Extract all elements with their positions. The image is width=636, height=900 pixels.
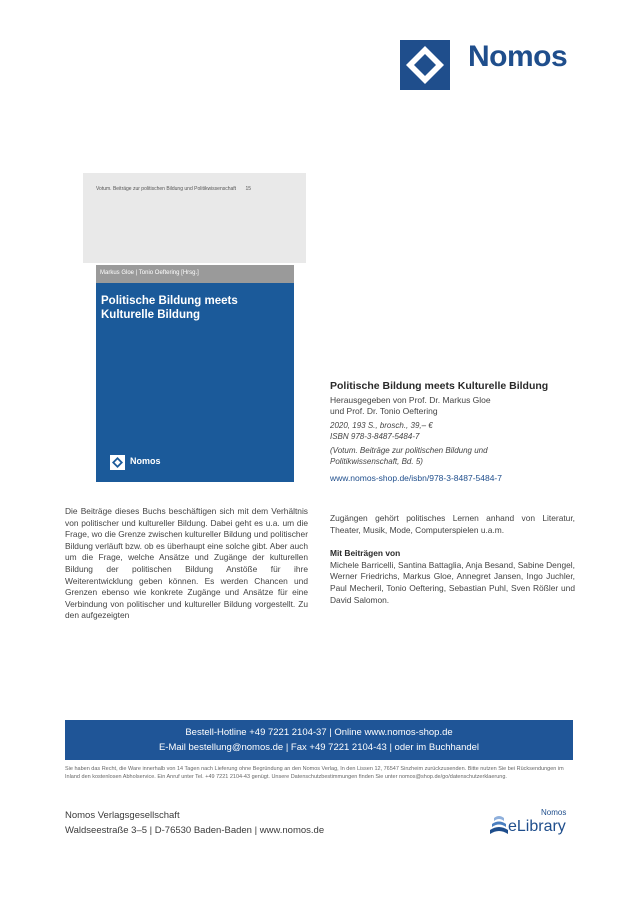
book-series-line2: Politikwissenschaft, Bd. 5) bbox=[330, 457, 423, 466]
book-title: Politische Bildung meets Kulturelle Bildung bbox=[330, 380, 549, 392]
description-right-column bbox=[330, 513, 575, 606]
cover-title bbox=[101, 294, 281, 322]
elibrary-label: eLibrary bbox=[508, 818, 566, 835]
elibrary-logo-icon bbox=[488, 810, 510, 836]
header-logo-text: Nomos bbox=[468, 40, 568, 73]
cover-title-line2: Kulturelle Bildung bbox=[101, 309, 201, 321]
nomos-logo-icon bbox=[400, 40, 450, 90]
cover-series bbox=[96, 186, 300, 192]
order-contact: E-Mail bestellung@nomos.de | Fax +49 7221 2104-43 | oder im Buchhandel bbox=[158, 742, 480, 753]
cover-series-number: 15 bbox=[245, 186, 252, 192]
cover-series-name: Votum. Beiträge zur politischen Bildung und Politikwissenschaft bbox=[96, 186, 237, 192]
description-left-column: Die Beiträge dieses Buchs beschäftigen sich mit dem Verhältnis von politischer und kultureller Bildung. Dabei geht es u.a. um die Frage, wo die Grenze zwischen kultureller Bildung und politischer Bildung verläuft bzw. ob es überhaupt eine solche gibt. Aber auch um die Frage, welche Ansätze und Zugänge der kulturellen Bildung der politischen Bildung Anstöße für ihre Weiterentwicklung geben können. Es werden Chancen und Grenzen ebenso wie konkrete Zugänge und Ansätze für eine Verbindung von politischer und kultureller Bildung vorgestellt. Zu den aufgezeigten bbox=[65, 506, 308, 621]
book-shop-link[interactable]: www.nomos-shop.de/isbn/978-3-8487-5484-7 bbox=[330, 473, 502, 483]
contributors-heading: Mit Beiträgen von bbox=[330, 548, 401, 559]
book-isbn: ISBN 978-3-8487-5484-7 bbox=[330, 432, 420, 441]
order-hotline: Bestell-Hotline +49 7221 2104-37 | Online www.nomos-shop.de bbox=[185, 727, 453, 738]
book-series-line1: (Votum. Beiträge zur politischen Bildung und bbox=[330, 446, 488, 455]
elibrary-nomos-label: Nomos bbox=[541, 808, 567, 817]
publisher-address: Waldseestraße 3–5 | D-76530 Baden-Baden | www.nomos.de bbox=[65, 825, 325, 836]
book-details: 2020, 193 S., brosch., 39,– € bbox=[330, 421, 433, 430]
publisher-footer bbox=[65, 808, 324, 838]
contributors-list: Michele Barricelli, Santina Battaglia, Anja Besand, Sabine Dengel, Werner Friedrichs, Markus Gloe, Annegret Jansen, Ingo Juchler, Paul Mecheril, Tonio Oeftering, Sebastian Puhl, Sven Rößler und David Salomon. bbox=[330, 559, 575, 605]
legal-notice: Sie haben das Recht, die Ware innerhalb von 14 Tagen nach Lieferung ohne Begründung an den Nomos Verlag, In den Lissen 12, 76547 Sinzheim zurückzusenden. Bitte nutzen Sie bei Rücksendungen im Inland den kostenlosen Abholservice. Ein Anruf unter Tel. +49 7221 2104-43 genügt. Unsere Datenschutzbestimmungen finden Sie unter nomos@shop.de/go/datenschutzerklaerung. bbox=[65, 766, 564, 780]
book-editors-line1: Herausgegeben von Prof. Dr. Markus Gloe bbox=[330, 395, 491, 405]
cover-authors: Markus Gloe | Tonio Oeftering [Hrsg.] bbox=[100, 270, 199, 276]
book-editors-line2: und Prof. Dr. Tonio Oeftering bbox=[330, 406, 438, 416]
publisher-name: Nomos Verlagsgesellschaft bbox=[65, 810, 180, 821]
description-continuation: Zugängen gehört politisches Lernen anhand von Literatur, Theater, Musik, Mode, Computerspielen u.a.m. bbox=[330, 513, 575, 535]
cover-title-line1: Politische Bildung meets bbox=[101, 295, 238, 307]
book-info bbox=[330, 380, 590, 483]
cover-nomos-logo-icon bbox=[110, 455, 125, 470]
cover-publisher: Nomos bbox=[130, 456, 161, 466]
